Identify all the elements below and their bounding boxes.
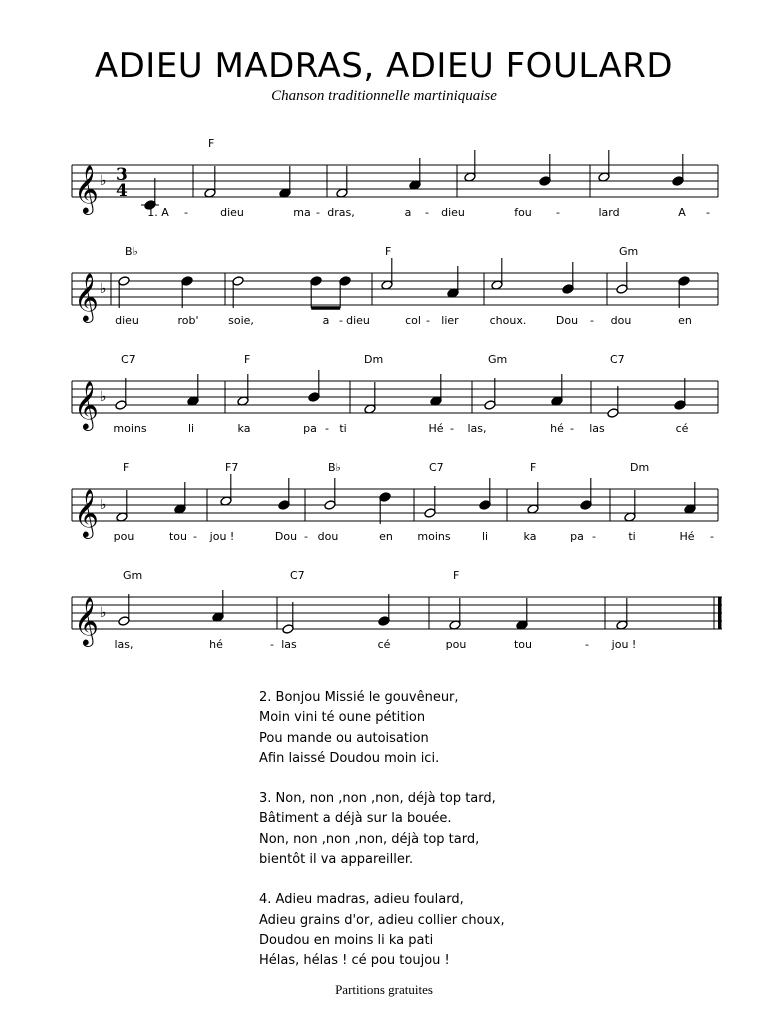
verse-line: Doudou en moins li ka pati bbox=[259, 932, 434, 948]
lyric-syllable: a bbox=[322, 314, 330, 327]
verse-line: Adieu grains d'or, adieu collier choux, bbox=[259, 912, 505, 928]
chord-symbol: F7 bbox=[225, 461, 239, 474]
lyric-syllable: - bbox=[339, 314, 343, 327]
lyric-syllable: ka bbox=[237, 422, 251, 435]
chord-symbol: B♭ bbox=[328, 461, 341, 474]
chord-symbol: F bbox=[123, 461, 130, 474]
lyric-syllable: dieu bbox=[441, 206, 465, 219]
chord-symbol: F bbox=[385, 245, 392, 258]
key-signature-flat: ♭ bbox=[100, 173, 107, 189]
verse-line: 3. Non, non ,non ,non, déjà top tard, bbox=[259, 791, 496, 807]
lyric-syllable: - bbox=[706, 206, 710, 219]
lyric-syllable: - bbox=[304, 530, 308, 543]
treble-clef-icon: 𝄞 bbox=[74, 272, 99, 321]
lyric-syllable: moins bbox=[113, 422, 147, 435]
chord-symbol: F bbox=[244, 353, 251, 366]
treble-clef-icon: 𝄞 bbox=[74, 380, 99, 429]
lyric-syllable: - bbox=[325, 422, 329, 435]
verse-line: Bâtiment a déjà sur la bouée. bbox=[259, 811, 452, 827]
lyric-syllable: ka bbox=[523, 530, 537, 543]
lyric-syllable: a bbox=[404, 206, 412, 219]
lyric-syllable: ti bbox=[339, 422, 347, 435]
lyric-syllable: dieu bbox=[220, 206, 244, 219]
lyric-syllable: - bbox=[425, 206, 429, 219]
lyric-syllable: - bbox=[184, 206, 188, 219]
verse-line: Non, non ,non ,non, déjà top tard, bbox=[259, 831, 480, 847]
lyric-syllable: Dou bbox=[274, 530, 298, 543]
lyric-syllable: jou ! bbox=[611, 638, 637, 651]
lyric-syllable: las bbox=[281, 638, 297, 651]
lyric-syllable: - bbox=[450, 422, 454, 435]
lyric-syllable: moins bbox=[417, 530, 451, 543]
chord-symbol: F bbox=[453, 569, 460, 582]
final-barline bbox=[718, 597, 722, 629]
lyric-syllable: dras, bbox=[327, 206, 355, 219]
lyric-syllable: col bbox=[405, 314, 421, 327]
verse-line: Hélas, hélas ! cé pou toujou ! bbox=[259, 953, 450, 969]
lyric-syllable: - bbox=[710, 530, 714, 543]
lyric-syllable: lier bbox=[441, 314, 459, 327]
lyric-syllable: Hé bbox=[428, 422, 444, 435]
verse-line: Pou mande ou autoisation bbox=[259, 730, 429, 746]
chord-symbol: C7 bbox=[429, 461, 444, 474]
chord-symbol: F bbox=[208, 137, 215, 150]
treble-clef-icon: 𝄞 bbox=[74, 164, 99, 213]
lyric-syllable: pou bbox=[445, 638, 467, 651]
lyric-syllable: cé bbox=[377, 638, 391, 651]
lyric-syllable: choux. bbox=[489, 314, 527, 327]
lyric-syllable: - bbox=[426, 314, 430, 327]
chord-symbol: Gm bbox=[488, 353, 508, 366]
lyric-syllable: tou bbox=[168, 530, 188, 543]
lyric-syllable: rob' bbox=[177, 314, 199, 327]
verse-line: Moin vini té oune pétition bbox=[259, 710, 426, 726]
lyric-syllable: ti bbox=[628, 530, 636, 543]
verse-line: Afin laissé Doudou moin ici. bbox=[259, 750, 440, 766]
lyric-syllable: 1. A bbox=[147, 206, 169, 219]
lyric-syllable: ma bbox=[293, 206, 311, 219]
lyric-syllable: en bbox=[379, 530, 393, 543]
key-signature-flat: ♭ bbox=[100, 605, 107, 621]
lyric-syllable: las, bbox=[114, 638, 134, 651]
lyric-syllable: fou bbox=[514, 206, 532, 219]
treble-clef-icon: 𝄞 bbox=[74, 596, 99, 645]
lyric-syllable: pa bbox=[570, 530, 584, 543]
lyric-syllable: Hé bbox=[679, 530, 695, 543]
verse-line: bientôt il va appareiller. bbox=[259, 852, 414, 868]
key-signature-flat: ♭ bbox=[100, 281, 107, 297]
verse-line: 4. Adieu madras, adieu foulard, bbox=[259, 892, 464, 908]
lyric-syllable: cé bbox=[675, 422, 689, 435]
verse-2 bbox=[259, 688, 505, 769]
lyric-syllable: dieu bbox=[346, 314, 370, 327]
lyric-syllable: soie, bbox=[228, 314, 254, 327]
lyric-syllable: pou bbox=[113, 530, 135, 543]
lyric-syllable: - bbox=[590, 314, 594, 327]
lyric-syllable: li bbox=[187, 422, 195, 435]
lyric-syllable: - bbox=[193, 530, 197, 543]
verse-3 bbox=[259, 789, 505, 870]
chord-symbol: B♭ bbox=[125, 245, 138, 258]
lyric-syllable: jou ! bbox=[209, 530, 235, 543]
lyric-syllable: las bbox=[589, 422, 605, 435]
chord-symbol: C7 bbox=[290, 569, 305, 582]
lyric-syllable: tou bbox=[513, 638, 533, 651]
time-signature-top: 3 bbox=[116, 165, 128, 185]
treble-clef-icon: 𝄞 bbox=[74, 488, 99, 537]
lyric-syllable: - bbox=[570, 422, 574, 435]
lyric-syllable: dou bbox=[610, 314, 632, 327]
lyric-syllable: li bbox=[481, 530, 489, 543]
verses-block bbox=[259, 688, 505, 992]
key-signature-flat: ♭ bbox=[100, 497, 107, 513]
chord-symbol: C7 bbox=[610, 353, 625, 366]
lyric-syllable: hé bbox=[550, 422, 564, 435]
verse-line: 2. Bonjou Missié le gouvêneur, bbox=[259, 690, 459, 705]
chord-symbol: Dm bbox=[630, 461, 650, 474]
lyric-syllable: - bbox=[270, 638, 274, 651]
key-signature-flat: ♭ bbox=[100, 389, 107, 405]
song-subtitle: Chanson traditionnelle martiniquaise bbox=[271, 88, 497, 104]
chord-symbol: F bbox=[530, 461, 537, 474]
lyric-syllable: - bbox=[556, 206, 560, 219]
lyric-syllable: hé bbox=[209, 638, 223, 651]
lyric-syllable: dou bbox=[317, 530, 339, 543]
lyric-syllable: pa bbox=[303, 422, 317, 435]
lyric-syllable: - bbox=[316, 206, 320, 219]
time-signature-bottom: 4 bbox=[116, 181, 128, 201]
lyric-syllable: - bbox=[592, 530, 596, 543]
footer-text: Partitions gratuites bbox=[335, 982, 433, 997]
chord-symbol: Gm bbox=[619, 245, 639, 258]
lyric-syllable: Dou bbox=[555, 314, 579, 327]
lyric-syllable: dieu bbox=[115, 314, 139, 327]
verse-4 bbox=[259, 890, 505, 971]
lyric-syllable: en bbox=[678, 314, 692, 327]
lyric-syllable: - bbox=[585, 638, 589, 651]
chord-symbol: C7 bbox=[121, 353, 136, 366]
chord-symbol: Gm bbox=[123, 569, 143, 582]
chord-symbol: Dm bbox=[364, 353, 384, 366]
lyric-syllable: A bbox=[678, 206, 686, 219]
lyric-syllable: lard bbox=[598, 206, 620, 219]
song-title: ADIEU MADRAS, ADIEU FOULARD bbox=[94, 46, 674, 86]
lyric-syllable: las, bbox=[467, 422, 487, 435]
